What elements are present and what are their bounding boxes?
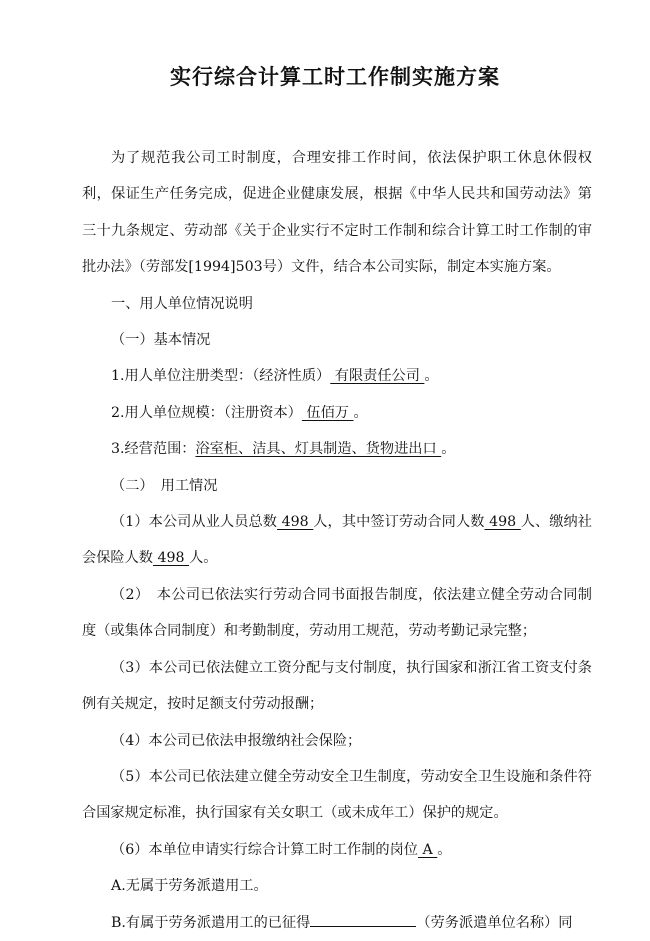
employee-count-end: 人。: [189, 550, 218, 567]
document-title: 实行综合计算工时工作制实施方案: [170, 65, 500, 89]
post-value: A: [417, 841, 438, 858]
contract-system-paragraph: （2） 本公司已依法实行劳动合同书面报告制度，依法建立健全劳动合同制度（或集体合同制度）和考勤制度，劳动用工规范，劳动考勤记录完整；: [82, 586, 592, 640]
social-insurance-paragraph: （4）本公司已依法申报缴纳社会保险；: [111, 732, 362, 749]
contract-count-label: 人，其中签订劳动合同人数: [313, 514, 485, 531]
employee-total-value: 498: [277, 514, 314, 531]
registration-type-label: 1.用人单位注册类型：（经济性质）: [111, 368, 331, 385]
option-b-line: [82, 905, 592, 941]
post-label: （6）本单位申请实行综合计算工时工作制的岗位: [111, 841, 418, 858]
safety-system-paragraph: （5）本公司已依法建立健全劳动安全卫生制度，劳动安全卫生设施和条件符合国家规定标准，执行国家有关女职工（或未成年工）保护的规定。: [82, 768, 592, 822]
contract-count-value: 498: [484, 514, 521, 531]
registration-type-value: 有限责任公司: [330, 368, 425, 385]
business-scope-line: [82, 431, 592, 467]
registered-capital-label: 2.用人单位规模：（注册资本）: [111, 404, 302, 421]
subsection-employment: （二） 用工情况: [111, 477, 218, 494]
business-scope-value: 浴室柜、洁具、灯具制造、货物进出口: [195, 441, 442, 458]
post-end: 。: [437, 841, 452, 858]
option-a-line: A.无属于劳务派遣用工。: [111, 878, 268, 895]
dispatch-unit-blank: [310, 912, 416, 927]
registration-type-line: [82, 358, 592, 394]
post-line: [82, 832, 592, 868]
insurance-count-value: 498: [152, 550, 190, 567]
business-scope-label: 3.经营范围：: [111, 441, 196, 458]
option-b-label: B.有属于劳务派遣用工的已征得: [111, 914, 311, 931]
employee-count-paragraph: [82, 504, 592, 577]
wage-system-paragraph: （3）本公司已依法健立工资分配与支付制度，执行国家和浙江省工资支付条例有关规定，按时足额支付劳动报酬；: [82, 659, 592, 713]
subsection-basic-info: （一）基本情况: [111, 332, 211, 349]
registered-capital-line: [82, 395, 592, 431]
business-scope-end: 。: [441, 441, 456, 458]
section-heading-1: 一、用人单位情况说明: [111, 295, 253, 312]
registration-type-end: 。: [424, 368, 439, 385]
employee-total-label: （1）本公司从业人员总数: [111, 514, 278, 531]
registered-capital-end: 。: [353, 404, 368, 421]
insurance-count-label: 人、缴纳社会保险人数: [82, 514, 592, 567]
intro-paragraph: 为了规范我公司工时制度，合理安排工作时间，依法保护职工休息休假权利，保证生产任务完成，促进企业健康发展，根据《中华人民共和国劳动法》第三十九条规定、劳动部《关于企业实行不定时工作制和综合计算工时工作制的审批办法》（劳部发[1994]503号）文件，结合本公司实际，制定本实施方案。: [82, 150, 592, 276]
registered-capital-value: 伍佰万: [301, 404, 354, 421]
option-b-suffix: （劳务派遣单位名称）同: [416, 914, 573, 931]
